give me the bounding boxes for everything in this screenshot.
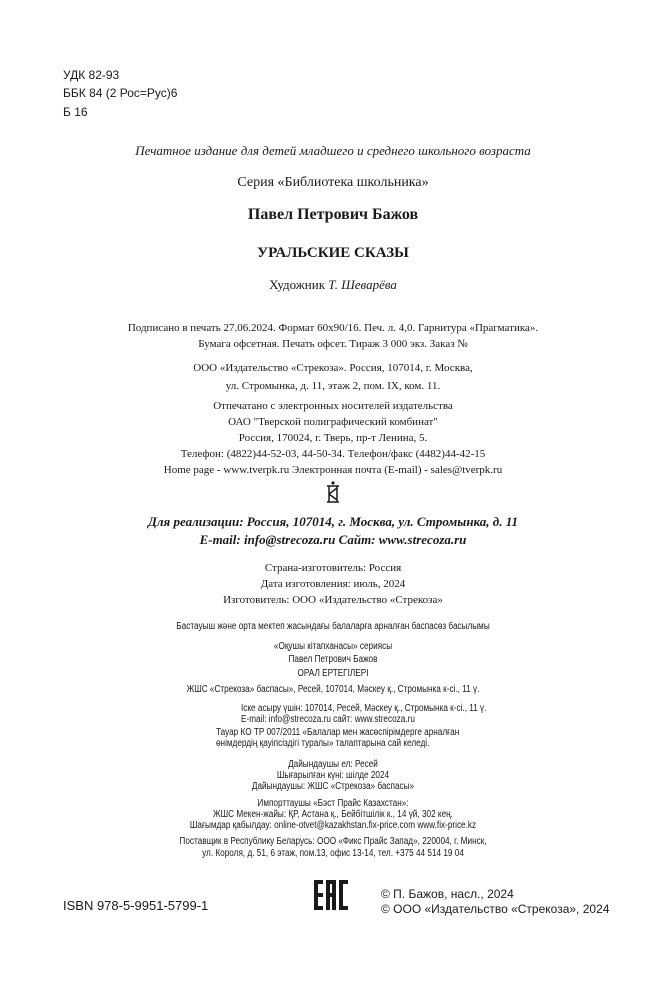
book-title: УРАЛЬСКИЕ СКАЗЫ xyxy=(257,245,409,261)
kz-title: ОРАЛ ЕРТЕГІЛЕРІ xyxy=(297,668,369,679)
printer-line: Россия, 170024, г. Тверь, пр-т Ленина, 5. xyxy=(238,432,428,444)
kz-author: Павел Петрович Бажов xyxy=(288,654,378,665)
printer-line: Отпечатано с электронных носителей издательства xyxy=(213,400,453,412)
print-info-line: Бумага офсетная. Печать офсет. Тираж 3 000 экз. Заказ № xyxy=(198,338,468,350)
by-supplier-line: Поставщик в Республику Беларусь: ООО «Фикс Прайс Запад», 220004, г. Минск, xyxy=(179,836,487,847)
isbn: ISBN 978-5-9951-5799-1 xyxy=(63,898,209,913)
illustrator xyxy=(0,277,666,293)
kz-importer-line: Шағымдар қабылдау: online-otvet@kazakhstan.fix-price.com www.fix-price.kz xyxy=(189,820,477,831)
udk-code: УДК 82-93 xyxy=(63,68,120,82)
kz-series: «Оқушы кітапханасы» сериясы xyxy=(273,641,393,652)
illustrator-name: Т. Шеварёва xyxy=(328,277,397,292)
copyright-line: © П. Бажов, насл., 2024 xyxy=(381,887,514,901)
sales-line: Для реализации: Россия, 107014, г. Москва, ул. Стромынка, д. 11 xyxy=(147,514,519,529)
kz-importer-line: ЖШС Мекен-жайы: ҚР, Астана қ., Бейбітшілік к., 14 үй, 302 кең. xyxy=(213,809,453,820)
printer-logo xyxy=(323,480,343,504)
series: Серия «Библиотека школьника» xyxy=(237,175,429,190)
sales-line: E-mail: info@strecoza.ru Сайт: www.strecoza.ru xyxy=(199,532,467,547)
kz-edition-note: Бастауыш және орта мектеп жасындағы балаларға арналған баспасөз басылымы xyxy=(176,621,490,632)
kz-manufacture-line: Дайындаушы: ЖШС «Стрекоза» баспасы» xyxy=(251,781,415,792)
printer-line: Телефон: (4822)44-52-03, 44-50-34. Телефон/факс (4482)44-42-15 xyxy=(180,448,486,460)
eac-icon xyxy=(312,876,350,914)
copyright-line: © ООО «Издательство «Стрекоза», 2024 xyxy=(381,902,610,916)
kz-implementation-line: E-mail: info@strecoza.ru сайт: www.strecoza.ru xyxy=(241,714,415,725)
printer-line: ОАО "Тверской полиграфический комбинат" xyxy=(228,416,438,428)
manufacture-line: Изготовитель: ООО «Издательство «Стрекоза» xyxy=(223,594,443,606)
eac-mark xyxy=(312,876,350,914)
kz-conformity-line: Тауар КО ТР 007/2011 «Балалар мен жасөспірімдерге арналған xyxy=(216,727,460,738)
illustrator-label: Художник xyxy=(269,277,329,292)
kz-publisher: ЖШС «Стрекоза» баспасы», Ресей, 107014, Мәскеу қ., Стромынка к-сі., 11 ү. xyxy=(186,684,480,695)
kz-importer-line: Импорттаушы «Бэст Прайс Казахстан»: xyxy=(257,798,409,809)
printer-logo-icon xyxy=(323,480,343,504)
edition-note: Печатное издание для детей младшего и среднего школьного возраста xyxy=(135,143,531,158)
bbk-code: ББК 84 (2 Рос=Рус)6 xyxy=(63,86,178,100)
author-name: Павел Петрович Бажов xyxy=(247,206,419,223)
author-mark: Б 16 xyxy=(63,105,88,119)
by-supplier-line: ул. Короля, д. 51, 6 этаж, пом.13, офис 13-14, тел. +375 44 514 19 04 xyxy=(202,848,464,859)
print-info-line: Подписано в печать 27.06.2024. Формат 60x90/16. Печ. л. 4,0. Гарнитура «Прагматика». xyxy=(127,322,539,334)
printer-line: Home page - www.tverpk.ru Электронная почта (E-mail) - sales@tverpk.ru xyxy=(163,464,503,476)
publisher-line: ООО «Издательство «Стрекоза». Россия, 107014, г. Москва, xyxy=(193,362,473,374)
kz-manufacture-line: Шығарылған күні: шілде 2024 xyxy=(276,770,390,781)
publisher-line: ул. Стромынка, д. 11, этаж 2, пом. IX, ком. 11. xyxy=(225,380,441,392)
manufacture-line: Дата изготовления: июль, 2024 xyxy=(260,578,406,590)
manufacture-line: Страна-изготовитель: Россия xyxy=(264,562,402,574)
kz-conformity-line: өнімдердің қауіпсіздігі туралы» талаптарына сай келеді. xyxy=(216,738,430,749)
kz-implementation-line: Іске асыру үшін: 107014, Ресей, Мәскеу қ., Стромынка к-сі., 11 ү. xyxy=(241,703,487,714)
kz-manufacture-line: Дайындаушы ел: Ресей xyxy=(288,759,378,770)
